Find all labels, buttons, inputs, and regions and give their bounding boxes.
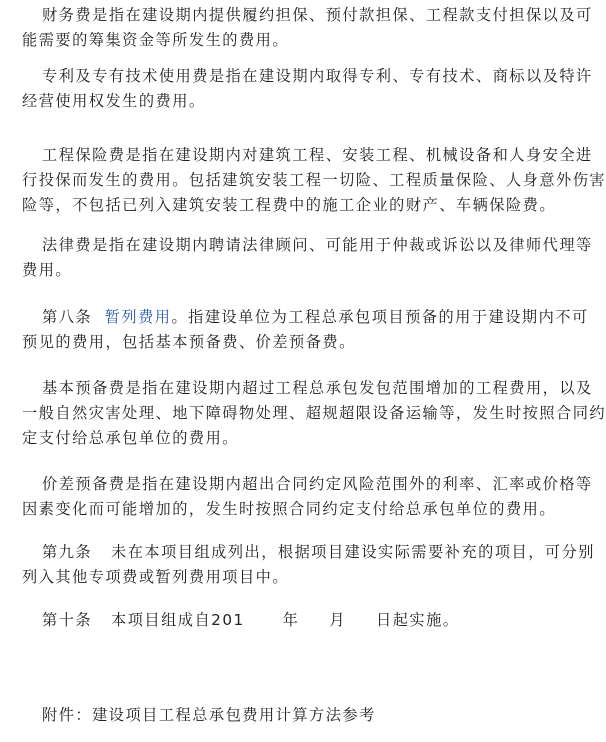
article-title: 暂列费用: [104, 308, 172, 326]
paragraph-line: 列入其他专项费或暂列费用项目中。: [22, 568, 289, 586]
article-label: 第十条: [42, 611, 93, 629]
paragraph-line: [22, 608, 532, 633]
paragraph-line: 行投保而发生的费用。包括建筑安装工程一切险、工程质量保险、人身意外伤害: [22, 171, 606, 189]
paragraph-line: 工程保险费是指在建设期内对建筑工程、安装工程、机械设备和人身安全进: [42, 146, 593, 164]
paragraph-line: 定支付给总承包单位的费用。: [22, 429, 239, 447]
paragraph-line: 险等，不包括已列入建筑安装工程费中的施工企业的财产、车辆保险费。: [22, 196, 556, 214]
paragraph-insurance-fee: [22, 143, 606, 218]
date-year: 年: [282, 611, 300, 629]
paragraph-finance-fee: [22, 3, 593, 53]
article-10: [22, 608, 532, 633]
paragraph-line: [22, 305, 589, 330]
paragraph-line: 一般自然灾害处理、地下障碍物处理、超规超限设备运输等，发生时按照合同约: [22, 404, 606, 422]
paragraph-line: 因素变化而可能增加的，发生时按照合同约定支付给总承包单位的费用。: [22, 500, 556, 518]
paragraph-line: 预见的费用，包括基本预备费、价差预备费。: [22, 333, 356, 351]
paragraph-line: 财务费是指在建设期内提供履约担保、预付款担保、工程款支付担保以及可: [42, 6, 593, 24]
date-text-start: 本项目组成自201: [111, 611, 245, 629]
paragraph-legal-fee: [22, 233, 593, 283]
paragraph-basic-reserve: [22, 376, 606, 451]
paragraph-line: [22, 540, 595, 565]
article-label: 第九条: [42, 543, 93, 561]
article-label: 第八条: [42, 308, 93, 326]
attachment-note: [22, 703, 532, 728]
article-text: 。指建设单位为工程总承包项目预备的用于建设期内不可: [171, 308, 589, 326]
article-9: [22, 540, 595, 590]
date-day-text: 日起实施。: [376, 611, 460, 629]
date-month: 月: [329, 611, 347, 629]
paragraph-line: 经营使用权发生的费用。: [22, 92, 206, 110]
paragraph-patent-fee: [22, 64, 593, 114]
paragraph-line: 专利及专有技术使用费是指在建设期内取得专利、专有技术、商标以及特许: [42, 67, 593, 85]
paragraph-line: 费用。: [22, 261, 73, 279]
article-text: 未在本项目组成列出，根据项目建设实际需要补充的项目，可分别: [111, 543, 595, 561]
paragraph-line: 法律费是指在建设期内聘请法律顾问、可能用于仲裁或诉讼以及律师代理等: [42, 236, 593, 254]
article-8: [22, 305, 589, 355]
paragraph-line: 基本预备费是指在建设期内超过工程总承包发包范围增加的工程费用，以及: [42, 379, 593, 397]
paragraph-line: 能需要的筹集资金等所发生的费用。: [22, 31, 289, 49]
paragraph-line: 价差预备费是指在建设期内超出合同约定风险范围外的利率、汇率或价格等: [42, 475, 593, 493]
paragraph-price-reserve: [22, 472, 593, 522]
paragraph-line: 附件：建设项目工程总承包费用计算方法参考: [42, 706, 376, 724]
